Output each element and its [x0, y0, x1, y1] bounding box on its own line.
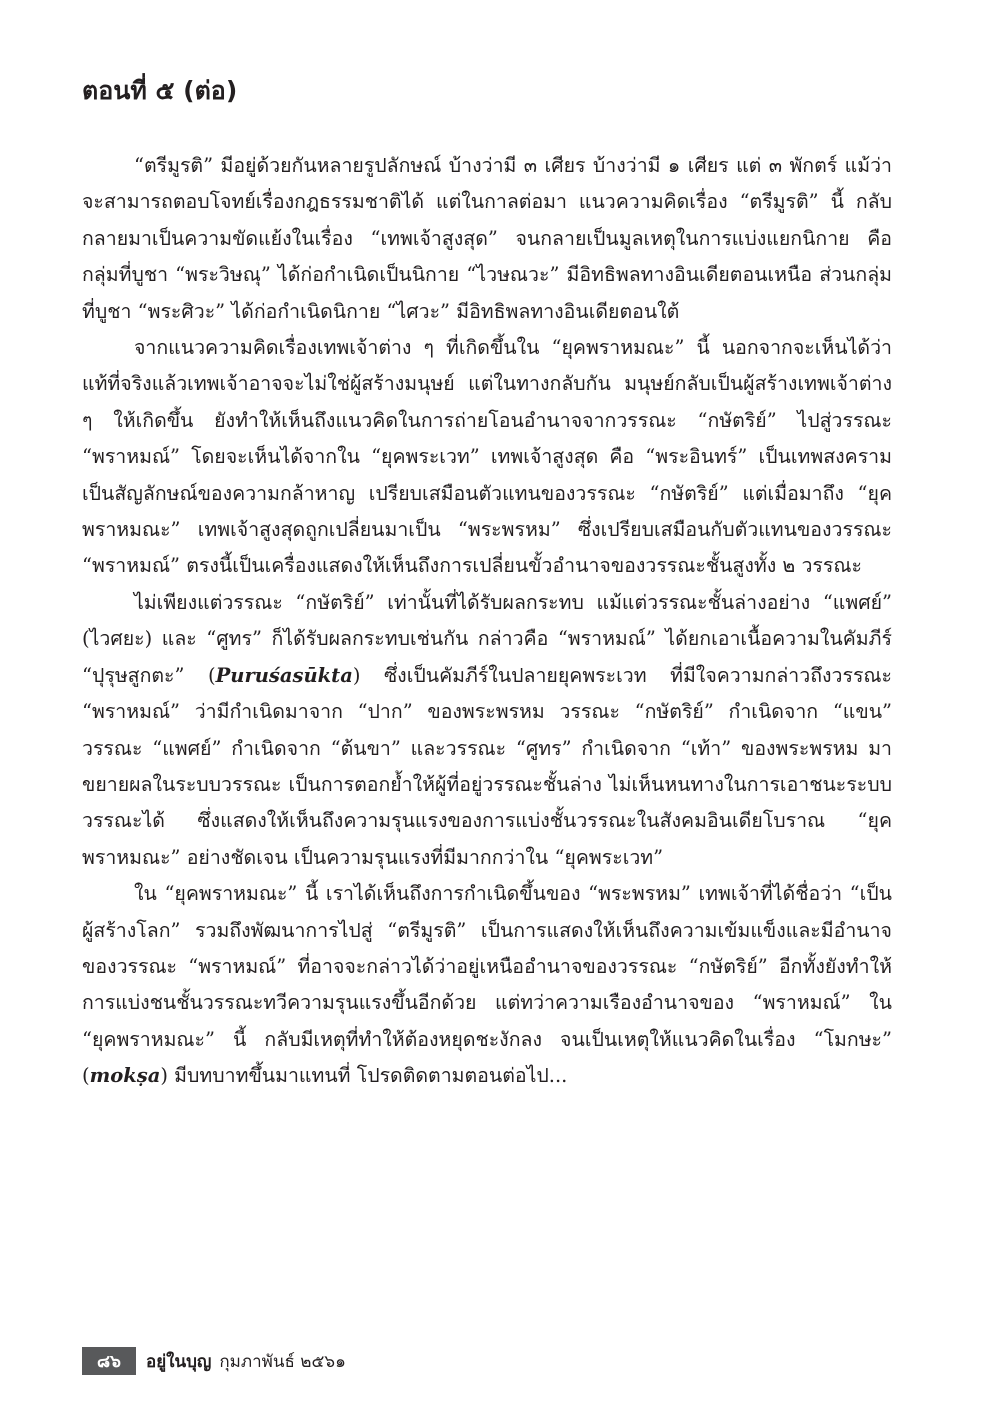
issue-date: กุมภาพันธ์ ๒๕๖๑ — [219, 1351, 346, 1372]
paragraph-3 — [82, 585, 892, 876]
paragraph-text: จากแนวความคิดเรื่องเทพเจ้าต่าง ๆ ที่เกิดขึ้นใน “ยุคพราหมณะ” นี้ นอกจากจะเห็นได้ว่า แท้ที่จริงแล้วเทพเจ้าอาจจะไม่ใช่ผู้สร้างมนุษย์ แต่ในทางกลับกัน มนุษย์กลับเป็นผู้สร้างเทพเจ้าต่าง ๆ ให้เกิดขึ้น ยังทำให้เห็นถึงแนวคิดในการถ่ายโอนอำนาจจากวรรณะ “กษัตริย์” ไปสู่วรรณะ “พราหมณ์” โดยจะเห็นได้จากใน “ยุคพระเวท” เทพเจ้าสูงสุด คือ “พระอินทร์” เป็นเทพสงคราม เป็นสัญลักษณ์ของความกล้าหาญ เปรียบเสมือนตัวแทนของวรรณะ “กษัตริย์” แต่เมื่อมาถึง “ยุคพราหมณะ” เทพเจ้าสูงสุดถูกเปลี่ยนมาเป็น “พระพรหม” ซึ่งเปรียบเสมือนกับตัวแทนของวรรณะ “พราหมณ์” ตรงนี้เป็นเครื่องแสดงให้เห็นถึงการเปลี่ยนขั้วอำนาจของวรรณะชั้นสูงทั้ง ๒ วรรณะ — [82, 336, 892, 578]
page-footer — [82, 1346, 346, 1376]
page-number-badge: ๘๖ — [82, 1347, 136, 1375]
paragraph-2 — [82, 330, 892, 585]
magazine-name: อยู่ในบุญ — [146, 1351, 212, 1372]
sanskrit-term-purusasukta: Puruśasūkta — [215, 663, 353, 687]
sanskrit-term-moksa: mokṣa — [89, 1064, 161, 1088]
paragraph-text: ) ซึ่งเป็นคัมภีร์ในปลายยุคพระเวท ที่มีใจความกล่าวถึงวรรณะ “พราหมณ์” ว่ามีกำเนิดมาจาก “ปาก” ของพระพรหม วรรณะ “กษัตริย์” กำเนิดจาก “แขน” วรรณะ “แพศย์” กำเนิดจาก “ต้นขา” และวรรณะ “ศูทร” กำเนิดจาก “เท้า” ของพระพรหม มาขยายผลในระบบวรรณะ เป็นการตอกย้ำให้ผู้ที่อยู่วรรณะชั้นล่าง ไม่เห็นหนทางในการเอาชนะระบบวรรณะได้ ซึ่งแสดงให้เห็นถึงความรุนแรงของการแบ่งชั้นวรรณะในสังคมอินเดียโบราณ “ยุคพราหมณะ” อย่างชัดเจน เป็นความรุนแรงที่มีมากกว่าใน “ยุคพระเวท” — [82, 663, 892, 869]
paragraph-text: ใน “ยุคพราหมณะ” นี้ เราได้เห็นถึงการกำเนิดขึ้นของ “พระพรหม” เทพเจ้าที่ได้ชื่อว่า “เป็นผู้สร้างโลก” รวมถึงพัฒนาการไปสู่ “ตรีมูรติ” เป็นการแสดงให้เห็นถึงความเข้มแข็งและมีอำนาจของวรรณะ “พราหมณ์” ที่อาจจะกล่าวได้ว่าอยู่เหนืออำนาจของวรรณะ “กษัตริย์” อีกทั้งยังทำให้การแบ่งชนชั้นวรรณะทวีความรุนแรงขึ้นอีกด้วย แต่ทว่าความเรืองอำนาจของ “พราหมณ์” ใน “ยุคพราหมณะ” นี้ กลับมีเหตุที่ทำให้ต้องหยุดชะงักลง จนเป็นเหตุให้แนวคิดในเรื่อง “โมกษะ” ( — [82, 882, 892, 1088]
paragraph-4 — [82, 876, 892, 1094]
paragraph-text: ไม่เพียงแต่วรรณะ “กษัตริย์” เท่านั้นที่ได้รับผลกระทบ แม้แต่วรรณะชั้นล่างอย่าง “แพศย์” (ไวศยะ) และ “ศูทร” ก็ได้รับผลกระทบเช่นกัน กล่าวคือ “พราหมณ์” ได้ยกเอาเนื้อความในคัมภีร์ “ปุรุษสูกตะ” ( — [82, 590, 892, 687]
paragraph-text: ) มีบทบาทขึ้นมาแทนที่ โปรดติดตามตอนต่อไป... — [160, 1064, 568, 1088]
paragraph-text: “ตรีมูรติ” มีอยู่ด้วยกันหลายรูปลักษณ์ บ้างว่ามี ๓ เศียร บ้างว่ามี ๑ เศียร แต่ ๓ พักตร์ แม้ว่าจะสามารถตอบโจทย์เรื่องกฎธรรมชาติได้ แต่ในกาลต่อมา แนวความคิดเรื่อง “ตรีมูรติ” นี้ กลับกลายมาเป็นความขัดแย้งในเรื่อง “เทพเจ้าสูงสุด” จนกลายเป็นมูลเหตุในการแบ่งแยกนิกาย คือ กลุ่มที่บูชา “พระวิษณุ” ได้ก่อกำเนิดเป็นนิกาย “ไวษณวะ” มีอิทธิพลทางอินเดียตอนเหนือ ส่วนกลุ่มที่บูชา “พระศิวะ” ได้ก่อกำเนิดนิกาย “ไศวะ” มีอิทธิพลทางอินเดียตอนใต้ — [82, 154, 892, 323]
page-heading: ตอนที่ ๕ (ต่อ) — [82, 76, 238, 105]
paragraph-1 — [82, 148, 892, 330]
article-body — [82, 148, 892, 1095]
